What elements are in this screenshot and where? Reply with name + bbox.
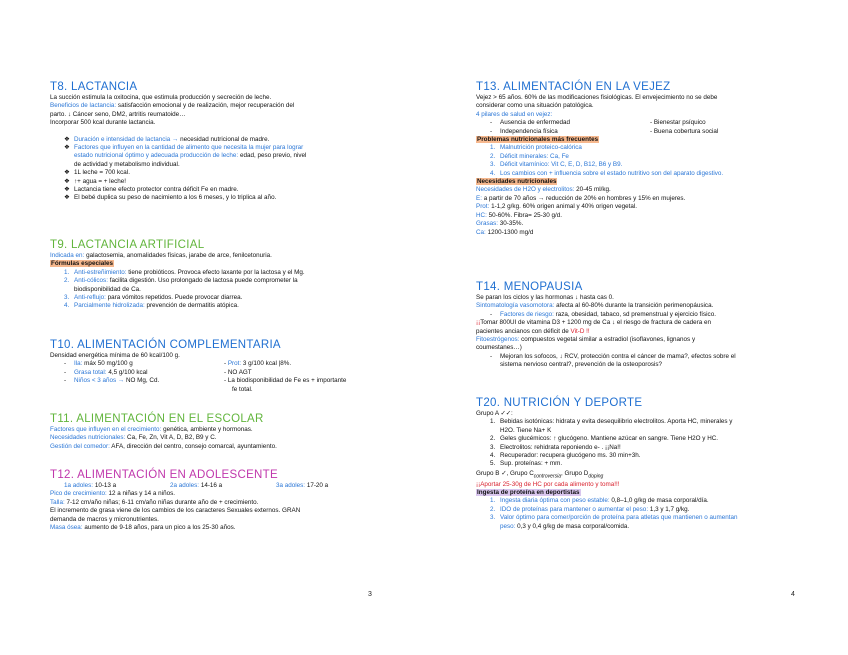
- cell: - Buena cobertura social: [650, 127, 719, 135]
- label: HC:: [476, 211, 489, 219]
- section-t20: [476, 396, 816, 531]
- text: 20-45 ml/kg.: [576, 186, 611, 194]
- list-number: 3.: [490, 514, 496, 522]
- text: tiene probióticos. Provoca efecto laxante por la lactosa y el Mg.: [128, 268, 305, 276]
- text-line: [476, 489, 816, 497]
- label: Pico de crecimiento:: [50, 490, 109, 498]
- list-item: [476, 311, 816, 319]
- text: raza, obesidad, tabaco, sd premenstrual y ejercicio físico.: [555, 310, 716, 318]
- text: 14-16 a: [200, 482, 223, 489]
- label: Necesidades nutricionales:: [50, 434, 128, 442]
- list-item-cont: sistema nervioso central?, prevención de la osteoporosis?: [500, 361, 663, 369]
- label: E:: [476, 194, 484, 202]
- text: Electrolitos: rehidrata reponiendo e- . ¡¡Na!!: [500, 443, 621, 451]
- text: Recuperador: recupera glucógeno ms. 30 min+3h.: [500, 452, 641, 460]
- page-number: 4: [791, 591, 795, 598]
- label: 2a adoles:: [170, 482, 201, 489]
- text-line: considerar como una situación patológica.: [476, 102, 594, 110]
- text-line: [476, 195, 816, 203]
- list-item: [50, 186, 420, 194]
- label: peso:: [500, 522, 518, 530]
- page-number: 3: [368, 591, 372, 598]
- text-line: [50, 102, 420, 110]
- section-t8: [50, 80, 420, 203]
- list-number: 2.: [490, 435, 496, 443]
- text: NO Mg, Cd.: [125, 377, 160, 385]
- list-item: [476, 435, 816, 443]
- text: para vómitos repetidos. Puede provocar diarrea.: [107, 294, 243, 302]
- section-title: T9. LACTANCIA ARTIFICIAL: [50, 239, 205, 251]
- text: Mejoran los sofocos, ↓ RCV, protección contra el cáncer de mama?, efectos sobre el: [500, 352, 736, 360]
- highlight-heading: Fórmulas especiales: [51, 260, 113, 268]
- text-line: [50, 434, 420, 442]
- list-item: [50, 136, 420, 144]
- label: Valor óptimo para comer/porción de proteína para atletas que mantienen o aumentan: [500, 514, 738, 522]
- text: , Grupo D: [561, 469, 589, 477]
- cell: - Prot: 3 g/100 kcal |8%.: [224, 360, 292, 368]
- label: IDO de proteínas para mantener o aumentar el peso:: [500, 505, 650, 513]
- text: Los cambios con + influencia sobre el estado nutritivo son del aparato digestivo.: [500, 169, 724, 177]
- text: Déficit vitamínico: Vit C, E, D, B12, B6 y B9.: [500, 161, 623, 169]
- text-line: [476, 220, 816, 228]
- list-number: 1.: [490, 418, 496, 426]
- list-item: [476, 444, 816, 452]
- text: AFA, dirección del centro, consejo comarcal, ayuntamiento.: [111, 442, 277, 450]
- cell: [64, 360, 224, 368]
- emphasis: Vit-D !!: [570, 327, 590, 335]
- list-number: 4.: [64, 302, 70, 310]
- text-line: parto. ↓ Cáncer seno, DM2, artritis reumatoide…: [50, 110, 186, 118]
- text-line: Se paran los ciclos y las hormonas ↓ hasta cas 0.: [476, 294, 614, 301]
- list-item: [476, 418, 816, 426]
- text: El bebé duplica su peso de nacimiento a los 6 meses, y lo triplica al año.: [74, 194, 277, 202]
- label: Factores que influyen en la cantidad de alimento que necesita la mujer para lograr: [74, 144, 304, 152]
- emphasis: ¡¡: [476, 319, 481, 327]
- label: Grasas:: [476, 220, 500, 228]
- text: 30-35%.: [499, 220, 524, 228]
- text-line: Vejez > 65 años. 60% de las modificaciones fisiológicas. El envejecimiento no se debe: [476, 94, 718, 101]
- table-row: [50, 377, 420, 385]
- list-item: [476, 170, 816, 178]
- diamond-bullet-icon: ❖: [64, 169, 70, 177]
- text: Sup. proteínas: + mm.: [500, 460, 563, 468]
- list-item: [476, 144, 816, 152]
- text: 1-1,2 g/kg. 60% origen animal y 40% origen vegetal.: [491, 203, 638, 211]
- text: 17-20 a: [306, 482, 329, 489]
- text: a partir de 70 años → reducción de 20% en hombres y 15% en mujeres.: [483, 194, 686, 202]
- text-line: [50, 443, 420, 451]
- list-item-cont: H2O. Tiene Na+ K: [500, 426, 552, 434]
- label: Niños < 3 años →: [74, 377, 126, 385]
- text-line: [476, 178, 816, 186]
- text-line: [50, 490, 420, 498]
- text-line: [476, 319, 816, 327]
- dash-bullet: -: [64, 377, 67, 385]
- table-row: [50, 360, 420, 368]
- text: 7-12 cm/año niñas; 6-11 cm/año niñas durante año de + crecimiento.: [66, 498, 259, 506]
- list-item: [476, 497, 816, 505]
- stage: [170, 482, 276, 490]
- text: 1200-1300 mg/d: [487, 228, 534, 236]
- table-row: [50, 369, 420, 377]
- text-line: [476, 186, 816, 194]
- text-line: La succión estimula la oxitocina, que estimula producción y secreción de leche.: [50, 94, 272, 101]
- list-item: [50, 294, 420, 302]
- label: estado nutricional óptimo y adecuada producción de leche:: [74, 152, 240, 160]
- section-title: T20. NUTRICIÓN Y DEPORTE: [476, 397, 643, 409]
- list-item: [50, 269, 420, 277]
- dash-bullet: -: [64, 368, 67, 376]
- label: Masa ósea:: [50, 524, 85, 532]
- list-number: 4.: [490, 169, 496, 177]
- section-t9: [50, 238, 420, 311]
- text: aumento de 9-18 años, para un pico a los 25-30 años.: [84, 524, 236, 532]
- text: 0,3 y 0,4 g/kg de masa corporal/comida.: [517, 522, 630, 530]
- section-t11: [50, 412, 420, 451]
- list-item: [50, 277, 420, 285]
- table-row: [476, 128, 816, 136]
- diamond-bullet-icon: ❖: [64, 144, 70, 152]
- text-line: [476, 470, 816, 481]
- text-line: coumestanes…): [476, 344, 522, 352]
- subscript: controversia: [533, 473, 562, 480]
- text: Grupo B ✓, Grupo C: [476, 469, 534, 477]
- text: 50-60%. Fibra= 25-30 g/d.: [488, 211, 562, 219]
- list-item: [476, 452, 816, 460]
- label: Fitoestrógenos:: [476, 336, 522, 344]
- section-t12: [50, 468, 420, 532]
- section-title: T8. LACTANCIA: [50, 81, 138, 93]
- text: ↑+ agua = + leche!: [74, 177, 126, 185]
- section-t14: [476, 280, 816, 370]
- cell: [64, 377, 224, 385]
- dash-bullet: -: [490, 310, 493, 318]
- page-right: [476, 0, 806, 600]
- text-line: [50, 426, 420, 434]
- list-item: [476, 514, 816, 522]
- list-item: [50, 178, 420, 186]
- label: Prot:: [476, 203, 492, 211]
- cell: [64, 386, 224, 394]
- cell: [490, 128, 650, 136]
- section-title: T13. ALIMENTACIÓN EN LA VEJEZ: [476, 81, 671, 93]
- list-item: [476, 161, 816, 169]
- label: 3a adoles:: [276, 482, 307, 489]
- text: Déficit minerales: Ca, Fe: [500, 152, 569, 160]
- text: 10-13 a: [94, 482, 117, 489]
- label: Prot:: [227, 360, 243, 368]
- section-t13: [476, 80, 816, 237]
- list-number: 1.: [64, 268, 70, 276]
- dash-bullet: -: [490, 352, 493, 360]
- text: compuestos vegetal similar a estradiol (isoflavones, lignanos y: [521, 336, 696, 344]
- cell: [64, 369, 224, 377]
- table-row: [476, 119, 816, 127]
- text: necesidad nutricional de madre.: [180, 135, 270, 143]
- text: 4,5 g/100 kcal: [108, 368, 148, 376]
- label: Anti-reflujo:: [74, 294, 108, 302]
- text-line: [50, 252, 420, 260]
- text-line: Grupo A ✓✓:: [476, 410, 513, 417]
- text-line: [50, 260, 420, 268]
- list-item-cont: de actividad y metabolismo individual.: [74, 160, 180, 168]
- list-item: [50, 144, 420, 152]
- list-number: 3.: [64, 294, 70, 302]
- list-item-cont: [50, 152, 420, 160]
- text-line: [476, 336, 816, 344]
- label: Beneficios de lactancia:: [50, 102, 118, 110]
- text-line: [476, 302, 816, 310]
- dash-bullet: -: [64, 360, 67, 368]
- table-row: [50, 386, 420, 394]
- text: pacientes ancianos con déficit de: [476, 327, 571, 335]
- label: Sintomatología vasomotora:: [476, 302, 557, 310]
- text-line: [476, 229, 816, 237]
- cell: - La biodisponibilidad de Fe es + importante: [224, 377, 347, 385]
- text: Geles glucémicos: ↑ glucógeno. Mantiene azúcar en sangre. Tiene H2O y HC.: [500, 435, 719, 443]
- list-item-cont: biodisponibilidad de Ca.: [74, 285, 141, 293]
- list-item: [476, 506, 816, 514]
- diamond-bullet-icon: ❖: [64, 186, 70, 194]
- label: Factores de riesgo:: [500, 310, 556, 318]
- text: facilita digestión. Uso prolongado de lactosa puede comprometer la: [109, 277, 298, 285]
- text-line: [476, 203, 816, 211]
- cell: - NO AGT: [224, 368, 252, 376]
- section-title: T12. ALIMENTACIÓN EN ADOLESCENTE: [50, 469, 278, 481]
- section-title: T14. MENOPAUSIA: [476, 281, 583, 293]
- stage: [276, 482, 382, 490]
- list-item: [50, 194, 420, 202]
- label: 1a adoles:: [64, 482, 95, 489]
- label: Parcialmente hidrolizada:: [74, 302, 147, 310]
- text: 1,3 y 1,7 g/kg.: [649, 505, 690, 513]
- stage: [64, 482, 170, 490]
- cell: [490, 119, 650, 127]
- page-left: [50, 0, 410, 600]
- text: prevención de dermatitis atópica.: [146, 302, 239, 310]
- list-number: 3.: [490, 161, 496, 169]
- list-number: 2.: [64, 277, 70, 285]
- list-number: 4.: [490, 452, 496, 460]
- text-line: [476, 212, 816, 220]
- list-item-cont: [476, 523, 816, 531]
- text-line: [476, 136, 816, 144]
- list-number: 5.: [490, 460, 496, 468]
- dash-bullet: -: [490, 119, 493, 127]
- dash-bullet: -: [490, 127, 493, 135]
- text-line: [50, 524, 420, 532]
- label: Anti-cólicos:: [74, 277, 110, 285]
- section-title: T11. ALIMENTACIÓN EN EL ESCOLAR: [50, 413, 264, 425]
- label: Ila:: [74, 360, 85, 368]
- list-item: [50, 169, 420, 177]
- text: afecta al 60-80% durante la transición perimenopáusica.: [556, 302, 714, 310]
- diamond-bullet-icon: ❖: [64, 177, 70, 185]
- text: Independencia física: [500, 127, 558, 135]
- text: Bebidas isotónicas: hidrata y evita desequilibrio electrolitos. Aporta HC, minerales y: [500, 418, 733, 426]
- text: galactosemia, anomalidades físicas, jarabe de arce, fenilcetonuria.: [86, 252, 272, 259]
- list-number: 3.: [490, 443, 496, 451]
- diamond-bullet-icon: ❖: [64, 194, 70, 202]
- text: 12 a niñas y 14 a niños.: [108, 490, 175, 498]
- list-item: [476, 353, 816, 361]
- text-line: [476, 328, 816, 336]
- cell: - Bienestar psíquico: [650, 119, 706, 127]
- label: Grasa total:: [74, 368, 109, 376]
- text-line: 4 pilares de salud en vejez:: [476, 110, 553, 118]
- text: satisfacción emocional y de realización, mejor recuperación del: [117, 102, 295, 110]
- text: genética, ambiente y hormonas.: [163, 426, 253, 433]
- list-number: 2.: [490, 152, 496, 160]
- text-line: Incorporar 500 kcal durante lactancia.: [50, 119, 156, 127]
- label: Gestión del comedor:: [50, 442, 112, 450]
- text: Buena cobertura social: [653, 127, 719, 135]
- label: Anti-estreñimiento:: [74, 268, 129, 276]
- text-line: Densidad energética mínima de 60 kcal/100 g.: [50, 352, 180, 359]
- text: Bienestar psíquico: [653, 119, 706, 127]
- section-title: T10. ALIMENTACIÓN COMPLEMENTARIA: [50, 339, 281, 351]
- highlight-heading: Problemas nutricionales más frecuentes: [477, 136, 599, 144]
- text: 3 g/100 kcal |8%.: [242, 360, 292, 368]
- text-line: ¡¡Aportar 25-30g de HC por cada alimento y toma!!!: [476, 480, 620, 488]
- list-number: 2.: [490, 505, 496, 513]
- list-item: [50, 302, 420, 310]
- text: edad, peso previo, nivel: [239, 152, 307, 160]
- text: Malnutrición proteico-calórica: [500, 144, 582, 152]
- text: Ca, Fe, Zn, Vit A, D, B2, B9 y C.: [127, 434, 217, 442]
- diamond-bullet-icon: ❖: [64, 135, 70, 143]
- list-number: 1.: [490, 144, 496, 152]
- text-line: [50, 499, 420, 507]
- highlight-heading: Ingesta de proteína en deportistas: [477, 488, 580, 496]
- text-line: El incremento de grasa viene de los cambios de los caracteres Sexuales externos. GRAN: [50, 507, 301, 515]
- list-item: [476, 153, 816, 161]
- section-t10: [50, 338, 420, 394]
- label: Indicada en:: [50, 252, 87, 259]
- text: 1L leche = 700 kcal.: [74, 169, 130, 177]
- label: Talla:: [50, 498, 67, 506]
- text: 0,8–1,0 g/kg de masa corporal/día.: [611, 497, 709, 505]
- list-number: 1.: [490, 497, 496, 505]
- text: Ausencia de enfermedad: [500, 119, 571, 127]
- label: Factores que influyen en el crecimiento:: [50, 426, 164, 433]
- label: Necesidades de H2O y electrolitos:: [476, 186, 577, 194]
- list-item: [476, 460, 816, 468]
- subscript: doping: [588, 473, 604, 480]
- cell: fe total.: [232, 385, 253, 393]
- label: Ingesta diaria óptima con peso estable:: [500, 497, 612, 505]
- text: Tomar 800UI de vitamina D3 + 1200 mg de Ca ↓ el riesgo de fractura de cadera en: [480, 319, 712, 327]
- stage-row: [50, 482, 420, 490]
- text-line: demanda de macros y micronutrientes.: [50, 515, 159, 523]
- label: Duración e intensidad de lactancia →: [74, 135, 181, 143]
- label: Ca:: [476, 228, 488, 236]
- text: Lactancia tiene efecto protector contra déficit Fe en madre.: [74, 186, 239, 194]
- highlight-heading: Necesidades nutricionales: [477, 178, 557, 186]
- text: máx 50 mg/100 g: [84, 360, 133, 368]
